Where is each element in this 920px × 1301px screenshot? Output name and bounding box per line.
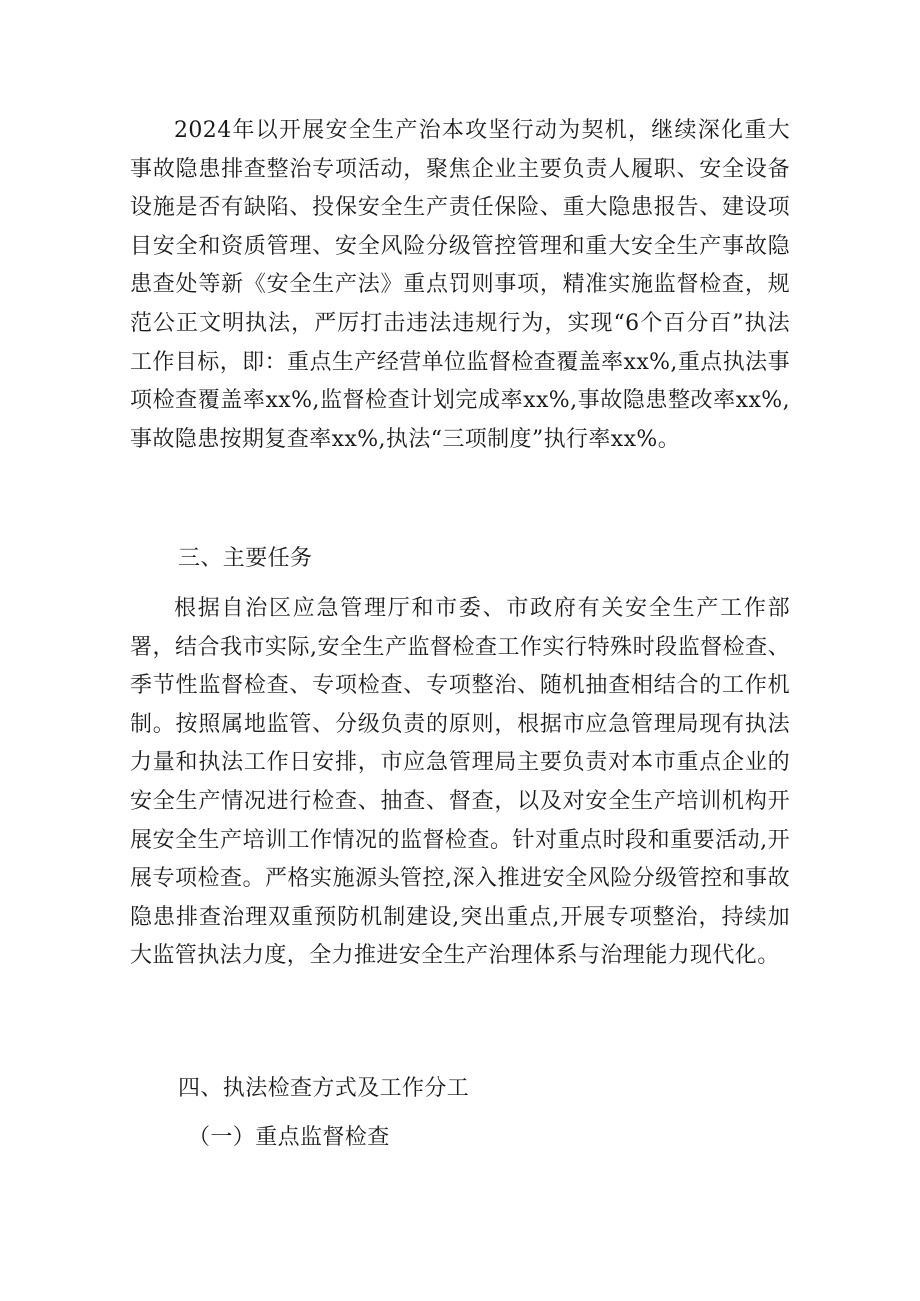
section-heading-inspection-methods: 四、执法检查方式及工作分工 — [178, 1076, 470, 1101]
section-heading-main-tasks: 三、主要任务 — [178, 546, 313, 571]
paragraph-main-tasks: 根据自治区应急管理厅和市委、市政府有关安全生产工作部署，结合我市实际,安全生产监督检查工作实行特殊时段监督检查、季节性监督检查、专项检查、专项整治、随机抽查相结合的工作机制。按照属地监管、分级负责的原则，根据市应急管理局现有执法力量和执法工作日安排，市应急管理局主要负责对本市重点企业的安全生产情况进行检查、抽查、督查，以及对安全生产培训机构开展安全生产培训工作情况的监督检查。针对重点时段和重要活动,开展专项检查。严格实施源头管控,深入推进安全风险分级管控和事故隐患排查治理双重预防机制建设,突出重点,开展专项整治，持续加大监管执法力度，全力推进安全生产治理体系与治理能力现代化。 — [130, 596, 790, 969]
subsection-heading-key-supervision: （一）重点监督检查 — [188, 1125, 390, 1150]
paragraph-enforcement-goals: 2024年以开展安全生产治本攻坚行动为契机，继续深化重大事故隐患排查整治专项活动，聚焦企业主要负责人履职、安全设备设施是否有缺陷、投保安全生产责任保险、重大隐患报告、建设项目安全和资质管理、安全风险分级管控管理和重大安全生产事故隐患查处等新《安全生产法》重点罚则事项，精准实施监督检查，规范公正文明执法，严厉打击违法违规行为，实现“6个百分百”执法工作目标，即：重点生产经营单位监督检查覆盖率xx%,重点执法事项检查覆盖率xx%,监督检查计划完成率xx%,事故隐患整改率xx%,事故隐患按期复查率xx%,执法“三项制度”执行率xx%。 — [130, 118, 790, 452]
